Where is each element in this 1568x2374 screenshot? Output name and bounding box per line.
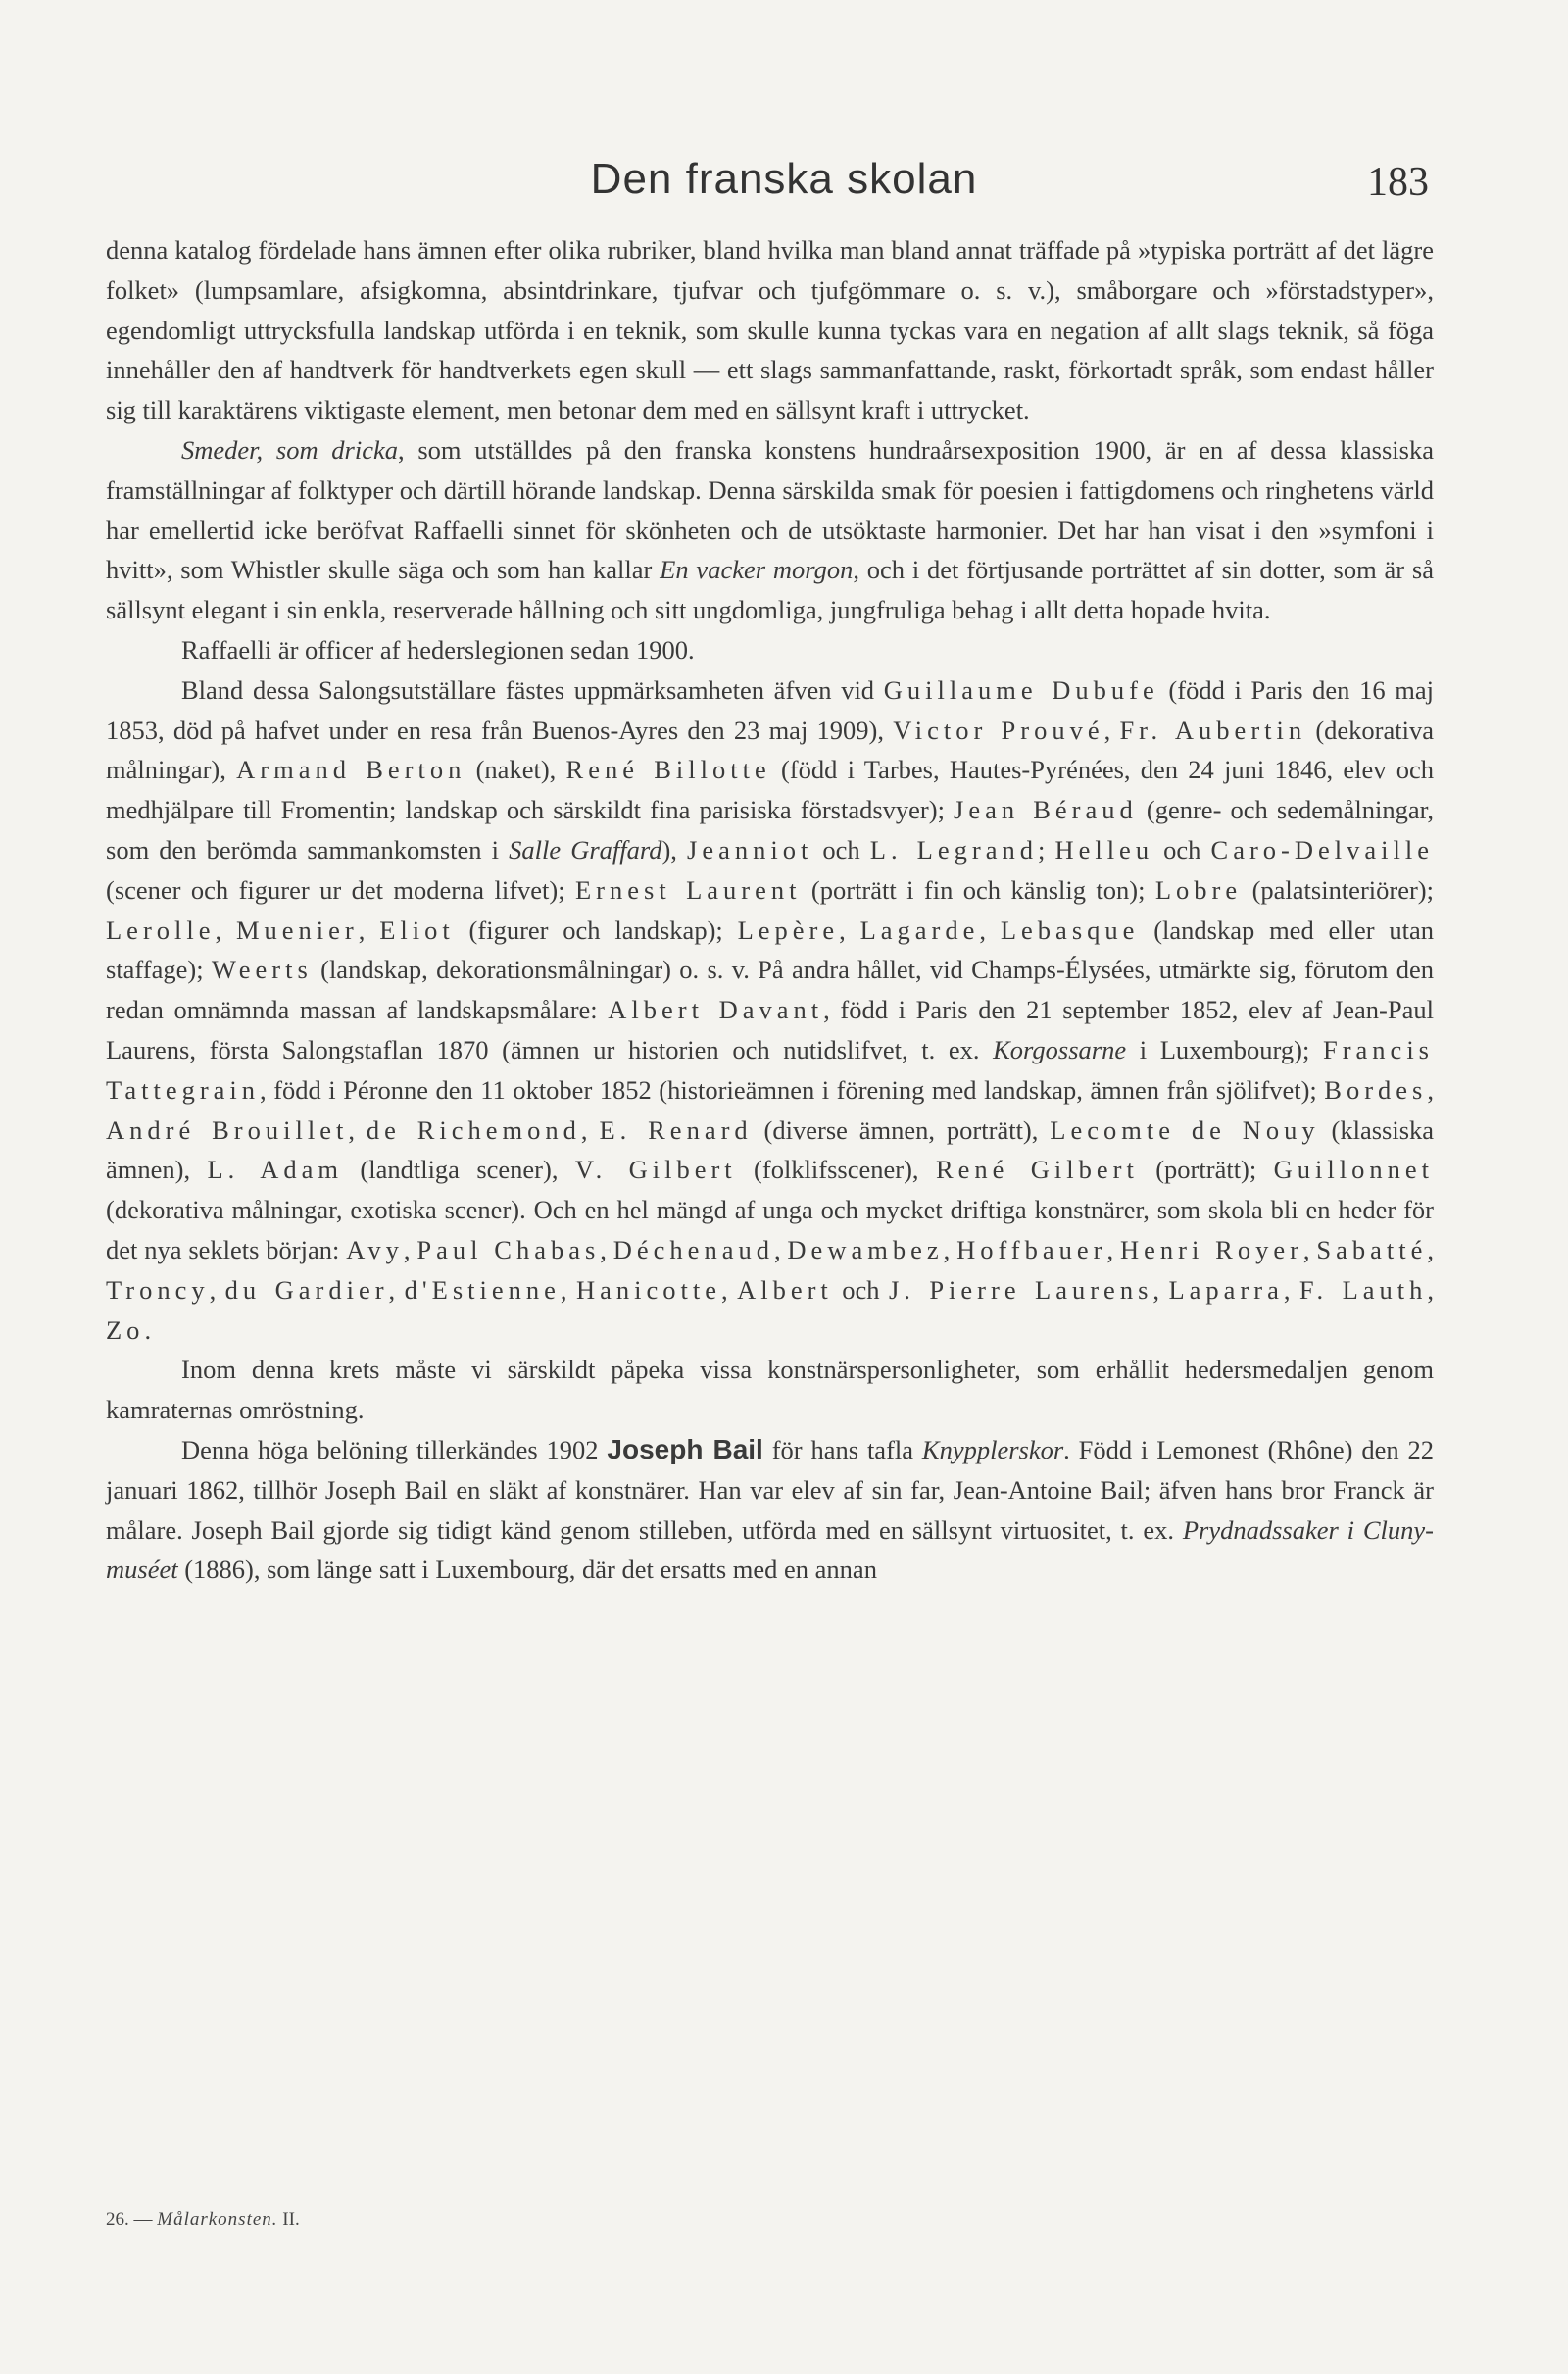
artist-name: Bordes xyxy=(1324,1074,1428,1105)
artist-name: Hoffbauer xyxy=(956,1234,1107,1264)
artist-name: Weerts xyxy=(211,955,313,985)
artist-name: E. Renard xyxy=(599,1114,753,1145)
artist-name-bold: Joseph Bail xyxy=(607,1433,763,1464)
work-title: En vacker morgon xyxy=(660,555,854,585)
artist-name: Fr. Aubertin xyxy=(1119,715,1307,745)
artist-name: Hanicotte xyxy=(575,1274,721,1305)
body-text xyxy=(106,230,1434,1590)
artist-name: Albert xyxy=(737,1274,833,1305)
artist-name: Lecomte de Nouy xyxy=(1050,1114,1320,1145)
artist-name: Henri Royer xyxy=(1119,1234,1303,1264)
paragraph-6: Denna höga belöning tillerkändes 1902 Joseph Bail för hans tafla Knypplerskor. Född i Lemonest (Rhône) den 22 januari 1862, tillhör Joseph Bail en släkt af konstnärer. Han var elev af sin far, Jean-Antoine Bail; äfven hans bror Franck är målare. Joseph Bail gjorde sig tidigt känd genom stilleben, utförda med en sällsynt virtuositet, t. ex. Prydnadssaker i Cluny-muséet (1886), som länge satt i Luxembourg, där det ersatts med en annan xyxy=(106,1433,1434,1585)
artist-name: Lebasque xyxy=(1000,915,1140,945)
page-number: 183 xyxy=(1367,160,1429,205)
artist-name: Jean Béraud xyxy=(954,795,1138,825)
artist-name: L. Adam xyxy=(207,1155,343,1185)
work-title: Knypplerskor xyxy=(921,1434,1064,1464)
signature-mark: 26. — Målarkonsten. II. xyxy=(106,2209,300,2230)
work-title: Korgossarne xyxy=(993,1034,1127,1064)
paragraph-1: denna katalog fördelade hans ämnen efter olika rubriker, bland hvilka man bland annat träffade på »typiska porträtt af det lägre folket» (lumpsamlare, afsigkomna, absintdrinkare, tjufvar och tjufgömmare o. s. v.), småborgare och »förstadstyper», egendomligt uttrycksfulla landskap utförda i en teknik, som skulle kunna tyckas vara en negation af allt slags teknik, så föga innehåller den af handtverk för handtverkets egen skull — ett slags sammanfattande, raskt, förkortadt språk, som endast håller sig till karaktärens viktigaste element, men betonar dem med en sällsynt kraft i uttrycket. xyxy=(106,235,1434,425)
paragraph-2: Smeder, som dricka, som utställdes på den franska konstens hundraårsexposition 1900, är en af dessa klassiska framställningar af folktyper och därtill hörande landskap. Denna särskilda smak för poesien i fattigdomens och ringhetens värld har emellertid icke beröfvat Raffaelli sinnet för skönheten och de utsöktaste harmonier. Det har han visat i den »symfoni i hvitt», som Whistler skulle säga och som han kallar En vacker morgon, och i det förtjusande porträttet af sin dotter, som är så sällsynt elegant i sin enkla, reserverade hållning och sitt ungdomliga, jungfruliga behag i allt detta hopade hvita. xyxy=(106,434,1434,625)
artist-name: Guillaume Dubufe xyxy=(883,674,1159,705)
artist-name: René Billotte xyxy=(565,755,771,785)
artist-name: Jeanniot xyxy=(687,834,813,865)
artist-name: Avy xyxy=(346,1234,404,1264)
artist-name: L. Legrand xyxy=(869,834,1038,865)
signature-title: Målarkonsten. xyxy=(157,2209,278,2230)
artist-name: Zo xyxy=(106,1314,145,1345)
work-title: Prydnadssaker i Cluny-muséet xyxy=(106,1514,1434,1585)
artist-name: André Brouillet xyxy=(106,1114,349,1145)
artist-name: Armand Berton xyxy=(236,755,466,785)
artist-name: Muenier xyxy=(235,915,359,945)
artist-name: de Richemond xyxy=(366,1114,581,1145)
artist-name: Lerolle xyxy=(106,915,216,945)
page-header xyxy=(0,155,1568,214)
artist-name: Lepère xyxy=(737,915,840,945)
artist-name: Lagarde xyxy=(859,915,980,945)
artist-name: V. Gilbert xyxy=(574,1155,737,1185)
artist-name: Victor Prouvé xyxy=(893,715,1104,745)
artist-name: d'Estienne xyxy=(404,1274,561,1305)
artist-name: Helleu xyxy=(1054,834,1154,865)
artist-name: Eliot xyxy=(379,915,455,945)
artist-name: Caro-Delvaille xyxy=(1210,834,1434,865)
artist-name: Albert Davant xyxy=(608,995,824,1025)
artist-name: Laparra xyxy=(1168,1274,1284,1305)
work-title: Smeder, som dricka xyxy=(181,434,398,465)
artist-name: Dewambez xyxy=(787,1234,944,1264)
artist-name: Ernest Laurent xyxy=(575,874,802,905)
running-title: Den franska skolan xyxy=(590,155,978,203)
artist-name: Sabatté xyxy=(1316,1234,1428,1264)
artist-name: Paul Chabas xyxy=(416,1234,601,1264)
work-title: Salle Graffard xyxy=(509,834,662,865)
paragraph-3: Raffaelli är officer af hederslegionen sedan 1900. xyxy=(181,634,695,665)
artist-name: Déchenaud xyxy=(612,1234,774,1264)
artist-name: Lobre xyxy=(1154,874,1243,905)
paragraph-5: Inom denna krets måste vi särskildt påpeka vissa konstnärspersonligheter, som erhållit hedersmedaljen genom kamraternas omröstning. xyxy=(106,1355,1434,1425)
artist-name: Guillonnet xyxy=(1273,1155,1434,1185)
paragraph-4: Bland dessa Salongsutställare fästes uppmärksamheten äfven vid Guillaume Dubufe (född i Paris den 16 maj 1853, död på hafvet under en resa från Buenos-Ayres den 23 maj 1909), Victor Prouvé, Fr. Aubertin (dekorativa målningar), Armand Berton (naket), René Billotte (född i Tarbes, Hautes-Pyrénées, den 24 juni 1846, elev och medhjälpare till Fromentin; landskap och särskildt fina parisiska förstadsvyer); Jean Béraud (genre- och sedemålningar, som den berömda sammankomsten i Salle Graffard), Jeanniot och L. Legrand; Helleu och Caro-Delvaille (scener och figurer ur det moderna lifvet); Ernest Laurent (porträtt i fin och känslig ton); Lobre (palatsinteriörer); Lerolle, Muenier, Eliot (figurer och landskap); Lepère, Lagarde, Lebasque (landskap med eller utan staffage); Weerts (landskap, dekorationsmålningar) o. s. v. På andra hållet, vid Champs-Élysées, utmärkte sig, förutom den redan omnämnda massan af landskapsmålare: Albert Davant, född i Paris den 21 september 1852, elev af Jean-Paul Laurens, första Salongstaflan 1870 (ämnen ur historien och nutidslifvet, t. ex. Korgossarne i Luxembourg); Francis Tattegrain, född i Péronne den 11 oktober 1852 (historieämnen i förening med landskap, ämnen från sjölifvet); Bordes, André Brouillet, de Richemond, E. Renard (diverse ämnen, porträtt), Lecomte de Nouy (klassiska ämnen), L. Adam (landtliga scener), V. Gilbert (folklifsscener), René Gilbert (porträtt); Guillonnet (dekorativa målningar, exotiska scener). Och en hel mängd af unga och mycket driftiga konstnärer, som skola bli en heder för det nya seklets början: Avy, Paul Chabas, Déchenaud, Dewambez, Hoffbauer, Henri Royer, Sabatté, Troncy, du Gardier, d'Estienne, Hanicotte, Albert och J. Pierre Laurens, Laparra, F. Lauth, Zo. xyxy=(106,674,1435,1345)
artist-name: du Gardier xyxy=(224,1274,389,1305)
artist-name: J. Pierre Laurens xyxy=(888,1274,1153,1305)
artist-name: René Gilbert xyxy=(935,1155,1139,1185)
artist-name: F. Lauth xyxy=(1298,1274,1428,1305)
artist-name: Francis Tattegrain xyxy=(106,1034,1434,1105)
artist-name: Troncy xyxy=(106,1274,210,1305)
